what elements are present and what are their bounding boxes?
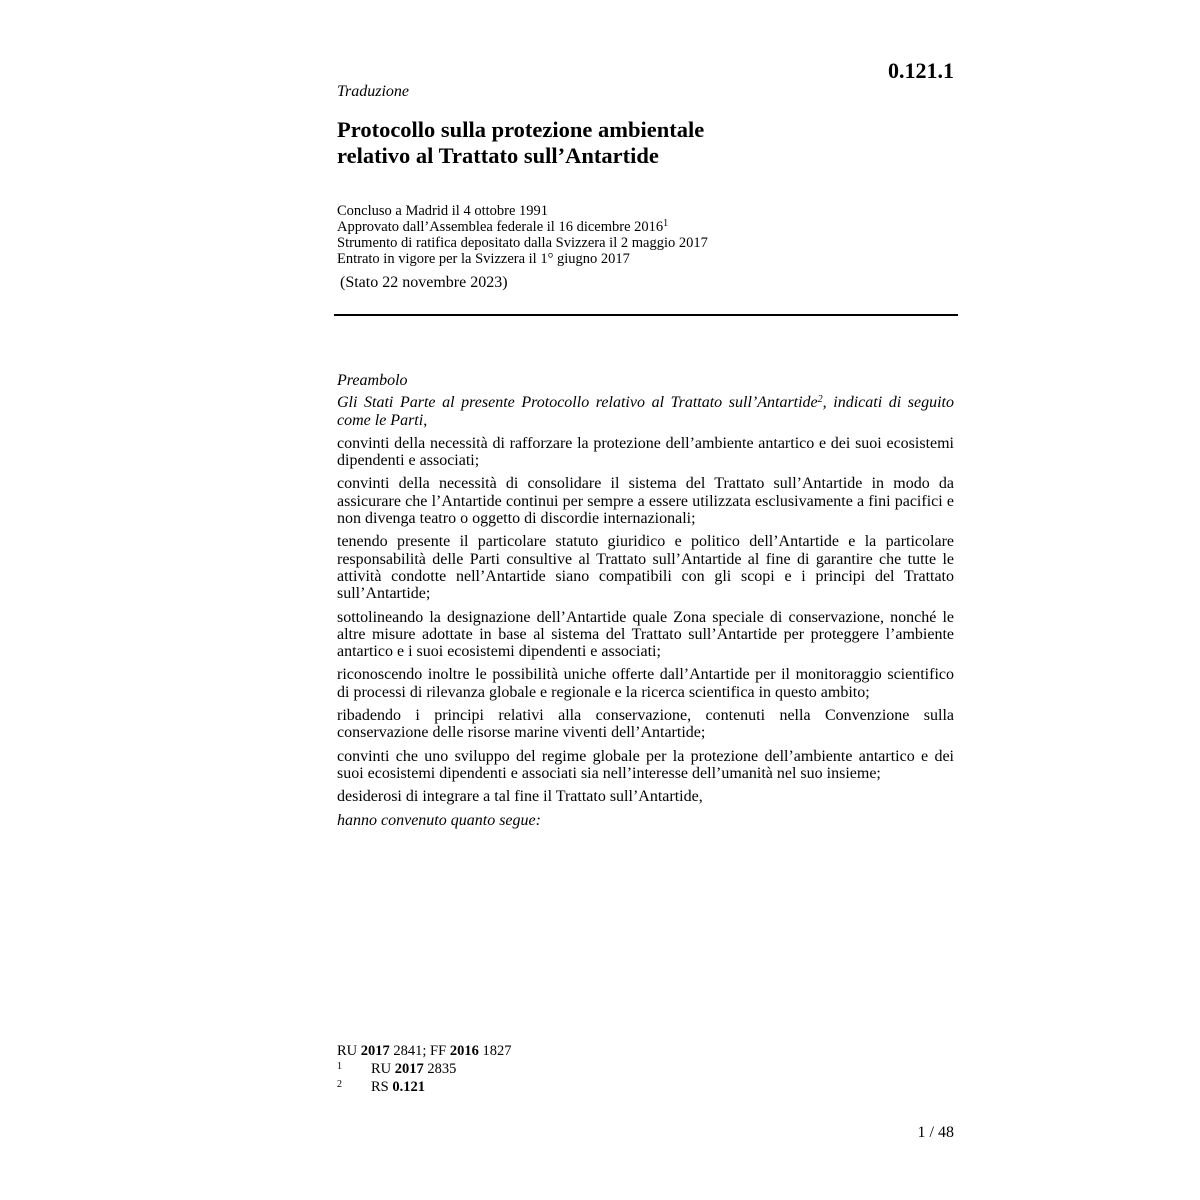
translation-label: Traduzione	[337, 83, 410, 100]
title-line-2: relativo al Trattato sull’Antartide	[337, 143, 659, 168]
official-references	[337, 1043, 511, 1059]
preamble-paragraph: convinti della necessità di rafforzare la protezione dell’ambiente antartico e dei suoi ecosistemi dipendenti e associati;	[337, 434, 954, 470]
preamble-closing: hanno convenuto quanto segue:	[337, 811, 541, 829]
footnote-ref-2[interactable]: 2	[817, 394, 823, 406]
footnote-label: RU	[371, 1061, 392, 1077]
ru-page: 2841; FF	[393, 1043, 447, 1059]
document-title	[337, 117, 957, 169]
preamble-paragraph: convinti che uno sviluppo del regime globale per la protezione dell’ambiente antartico e dei suoi ecosistemi dipendenti e associati sia nell’interesse dell’umanità nel suo insieme;	[337, 747, 954, 782]
preamble-section	[337, 372, 954, 835]
preamble-paragraph: sottolineando la designazione dell’Antartide quale Zona speciale di conservazione, nonché le altre misure adottate in base al sistema del Trattato sull’Antartide per proteggere l’ambiente antartico e i suoi ecosistemi dipendenti e associati;	[337, 608, 954, 661]
footnotes	[337, 1043, 511, 1095]
footnote-1	[337, 1059, 511, 1077]
preamble-paragraph: riconoscendo inoltre le possibilità uniche offerte dall’Antartide per il monitoraggio scientifico di processi di rilevanza globale e regionale e la ricerca scientifica in questo ambito;	[337, 666, 954, 701]
preamble-paragraph: desiderosi di integrare a tal fine il Trattato sull’Antartide,	[337, 788, 703, 806]
intro-text-cont: , indicati di seguito come le Parti	[337, 394, 955, 429]
concluded-date: Concluso a Madrid il 4 ottobre 1991	[337, 203, 549, 219]
ru-year: 2017	[360, 1043, 390, 1059]
document-number: 0.121.1	[888, 58, 954, 83]
footnote-number: 1	[337, 1061, 342, 1072]
page-indicator: 1 / 48	[917, 1124, 954, 1141]
header-divider	[334, 314, 958, 316]
ff-year: 2016	[449, 1043, 479, 1059]
preamble-paragraph: ribadendo i principi relativi alla conservazione, contenuti nella Convenzione sulla conservazione delle risorse marine viventi dell’Antartide;	[337, 707, 954, 742]
ratification-date: Strumento di ratifica depositato dalla Svizzera il 2 maggio 2017	[337, 235, 708, 251]
intro-comma: ,	[423, 411, 428, 429]
footnote-2	[337, 1077, 511, 1095]
ru-label: RU	[337, 1043, 358, 1059]
footnote-ref: 0.121	[392, 1079, 425, 1095]
preamble-paragraph: convinti della necessità di consolidare il sistema del Trattato sull’Antartide in modo da assicurare che l’Antartide continui per sempre a essere utilizzata esclusivamente a fini pacifici e non divenga teatro o oggetto di discordie internazionali;	[337, 475, 954, 528]
footnote-page: 2835	[427, 1061, 457, 1077]
footnote-ref-1[interactable]: 1	[663, 218, 669, 229]
approved-text: Approvato dall’Assemblea federale il 16 dicembre 2016	[337, 219, 664, 235]
status-date: (Stato 22 novembre 2023)	[340, 274, 508, 291]
title-line-1: Protocollo sulla protezione ambientale	[337, 117, 705, 142]
preamble-paragraph: tenendo presente il particolare statuto giuridico e politico dell’Antartide e la particolare responsabilità delle Parti consultive al Trattato sull’Antartide al fine di garantire che tutte le attività condotte nell’Antartide siano compatibili con gli scopi e i principi del Trattato sull’Antartide;	[337, 533, 954, 603]
footnote-label: RS	[371, 1079, 389, 1095]
preamble-intro	[337, 394, 954, 429]
preamble-heading: Preambolo	[337, 372, 408, 389]
approved-date	[337, 219, 957, 235]
intro-text: Gli Stati Parte al presente Protocollo relativo al Trattato sull’Antartide	[337, 394, 818, 412]
document-metadata	[337, 203, 957, 267]
ff-page: 1827	[482, 1043, 512, 1059]
in-force-date: Entrato in vigore per la Svizzera il 1° giugno 2017	[337, 251, 630, 267]
footnote-year: 2017	[394, 1061, 424, 1077]
footnote-number: 2	[337, 1079, 342, 1090]
